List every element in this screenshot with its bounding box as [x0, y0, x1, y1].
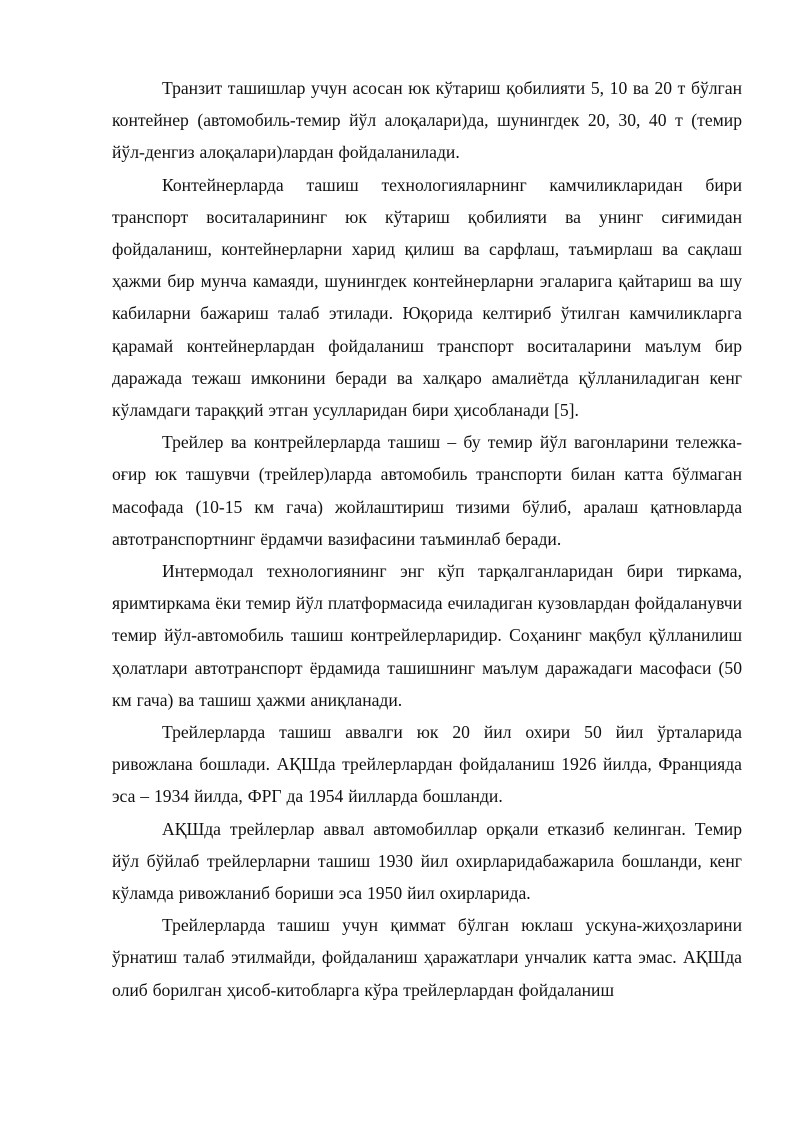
paragraph-container-drawbacks: Контейнерларда ташиш технологияларнинг камчиликларидан бири транспорт воситаларининг юк кўтариш қобилияти ва унинг сиғимидан фойдаланиш, контейнерларни харид қилиш ва сарфлаш, таъмирлаш ва сақлаш ҳажми бир мунча камаяди, шунингдек контейнерларни эгаларига қайтариш ва шу кабиларни бажариш талаб этилади. Юқорида келтириб ўтилган камчиликларга қарамай контейнерлардан фойдаланиш транспорт воситаларини маълум бир даражада тежаш имконини беради ва халқаро амалиётда қўлланиладиган кенг кўламдаги тараққий этган усулларидан бири ҳисобланади [5].: [112, 174, 742, 421]
paragraph-trailer-definition: Трейлер ва контрейлерларда ташиш – бу темир йўл вагонларини тележка-оғир юк ташувчи (трейлер)ларда автомобиль транспорти билан катта бўлмаган масофада (10-15 км гача) жойлаштириш тизими бўлиб, аралаш қатновларда автотранспортнинг ёрдамчи вазифасини таъминлаб беради.: [112, 432, 742, 549]
paragraph-transit-containers: Транзит ташишлар учун асосан юк кўтариш қобилияти 5, 10 ва 20 т бўлган контейнер (автомобиль-темир йўл алоқалари)да, шунингдек 20, 30, 40 т (темир йўл-денгиз алоқалари)лардан фойдаланилади.: [112, 78, 742, 163]
paragraph-usa-trailers: АҚШда трейлерлар аввал автомобиллар орқали етказиб келинган. Темир йўл бўйлаб трейлерларни ташиш 1930 йил охирларидабажарила бошланди, кенг кўламда ривожланиб бориши эса 1950 йил охирларида.: [112, 818, 742, 904]
paragraph-intermodal-technology: Интермодал технологиянинг энг кўп тарқалганларидан бири тиркама, яримтиркама ёки темир йўл платформасида ечиладиган кузовлардан фойдаланувчи темир йўл-автомобиль ташиш контрейлерларидир. Соҳанинг мақбул қўлланилиш ҳолатлари автотранспорт ёрдамида ташишнинг маълум даражадаги масофаси (50 км гача) ва ташиш ҳажми аниқланади.: [112, 561, 742, 710]
paragraph-trailer-costs: Трейлерларда ташиш учун қиммат бўлган юклаш ускуна-жиҳозларини ўрнатиш талаб этилмайди, фойдаланиш ҳаражатлари унчалик катта эмас. АҚШда олиб борилган ҳисоб-китобларга кўра трейлерлардан фойдаланиш: [112, 915, 742, 1000]
document-body: [112, 72, 742, 1006]
paragraph-trailer-history: Трейлерларда ташиш аввалги юк 20 йил охири 50 йил ўрталарида ривожлана бошлади. АҚШда трейлерлардан фойдаланиш 1926 йилда, Францияда эса – 1934 йилда, ФРГ да 1954 йилларда бошланди.: [112, 722, 742, 807]
